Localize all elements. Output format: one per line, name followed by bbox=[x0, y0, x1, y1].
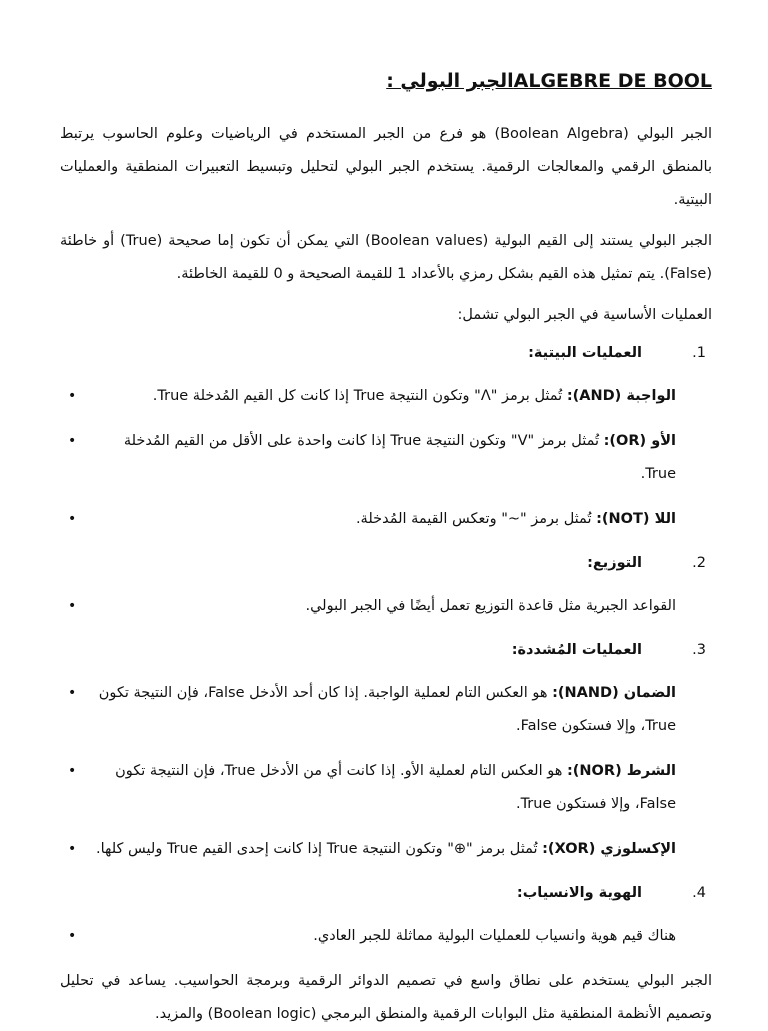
list-item bbox=[60, 503, 676, 536]
item-text: تُمثل برمز "Λ" وتكون النتيجة True إذا كانت كل القيم المُدخلة True. bbox=[152, 388, 567, 404]
section-bitwise bbox=[60, 338, 712, 536]
bullet-icon: • bbox=[68, 598, 77, 614]
values-paragraph: الجبر البولي يستند إلى القيم البولية (Boolean values) التي يمكن أن تكون إما صحيحة (True) أو خاطئة (False). يتم تمثيل هذه القيم بشكل رمزي بالأعداد 1 للقيمة الصحيحة و 0 للقيمة الخاطئة. bbox=[60, 233, 712, 282]
item-text: هو العكس التام لعملية الواجبة. إذا كان أحد الأدخل False، فإن النتيجة تكون True، وإلا فستكون False. bbox=[98, 685, 676, 734]
item-text: هو العكس التام لعملية الأو. إذا كانت أي من الأدخل True، فإن النتيجة تكون False، وإلا فستكون True. bbox=[115, 763, 676, 812]
bullet-icon: • bbox=[68, 763, 77, 779]
list-item bbox=[60, 755, 676, 821]
bullet-list bbox=[60, 590, 712, 623]
section-number: 1. bbox=[692, 345, 706, 361]
bullet-list bbox=[60, 380, 712, 536]
bullet-list bbox=[60, 677, 712, 866]
section-heading bbox=[60, 635, 712, 665]
page-title: ALGEBRE DE BOOLالجبر البولي : bbox=[386, 70, 712, 92]
item-term: الضمان (NAND): bbox=[552, 685, 676, 701]
item-term: الواجبة (AND): bbox=[566, 388, 676, 404]
bullet-list bbox=[60, 920, 712, 953]
bullet-icon: • bbox=[68, 433, 77, 449]
bullet-icon: • bbox=[68, 685, 77, 701]
section-title: العمليات البيتية: bbox=[528, 345, 642, 361]
section-number: 3. bbox=[692, 642, 706, 658]
item-term: اللا (NOT): bbox=[596, 511, 676, 527]
section-number: 2. bbox=[692, 555, 706, 571]
section-distribution bbox=[60, 548, 712, 623]
list-item bbox=[60, 590, 676, 623]
closing-paragraph: الجبر البولي يستخدم على نطاق واسع في تصميم الدوائر الرقمية وبرمجة الحواسيب. يساعد في تحليل وتصميم الأنظمة المنطقية مثل البوابات الرقمية والمنطق البرمجي (Boolean logic) والمزيد. bbox=[60, 973, 712, 1022]
section-number: 4. bbox=[692, 885, 706, 901]
item-term: الأو (OR): bbox=[603, 433, 676, 449]
bullet-icon: • bbox=[68, 928, 77, 944]
item-text: القواعد الجبرية مثل قاعدة التوزيع تعمل أيضًا في الجبر البولي. bbox=[305, 598, 676, 614]
item-text: هناك قيم هوية وانسياب للعمليات البولية مماثلة للجبر العادي. bbox=[313, 928, 676, 944]
bullet-icon: • bbox=[68, 511, 77, 527]
list-item bbox=[60, 425, 676, 491]
item-term: الشرط (NOR): bbox=[566, 763, 676, 779]
item-term: الإكسلوزي (XOR): bbox=[542, 841, 676, 857]
section-heading bbox=[60, 548, 712, 578]
bullet-icon: • bbox=[68, 388, 77, 404]
item-text: تُمثل برمز "V" وتكون النتيجة True إذا كانت واحدة على الأقل من القيم المُدخلة True. bbox=[123, 433, 676, 482]
item-text: تُمثل برمز "~" وتعكس القيمة المُدخلة. bbox=[355, 511, 597, 527]
section-identity bbox=[60, 878, 712, 953]
item-text: تُمثل برمز "⊕" وتكون النتيجة True إذا كانت إحدى القيم True وليس كلها. bbox=[96, 841, 543, 857]
section-title: التوزيع: bbox=[587, 555, 642, 571]
intro-paragraph: الجبر البولي (Boolean Algebra) هو فرع من الجبر المستخدم في الرياضيات وعلوم الحاسوب يرتبط بالمنطق الرقمي والمعالجات الرقمية. يستخدم الجبر البولي لتحليل وتبسيط التعبيرات المنطقية والعمليات البيتية. bbox=[60, 126, 713, 208]
section-title: العمليات المُشددة: bbox=[511, 642, 642, 658]
list-item bbox=[60, 920, 676, 953]
list-item bbox=[60, 380, 676, 413]
operations-lead: العمليات الأساسية في الجبر البولي تشمل: bbox=[457, 307, 712, 323]
section-heading bbox=[60, 338, 712, 368]
list-item bbox=[60, 833, 676, 866]
list-item bbox=[60, 677, 676, 743]
section-heading bbox=[60, 878, 712, 908]
section-title: الهوية والانسياب: bbox=[516, 885, 642, 901]
sections-container bbox=[60, 338, 712, 953]
bullet-icon: • bbox=[68, 841, 77, 857]
section-compound bbox=[60, 635, 712, 866]
